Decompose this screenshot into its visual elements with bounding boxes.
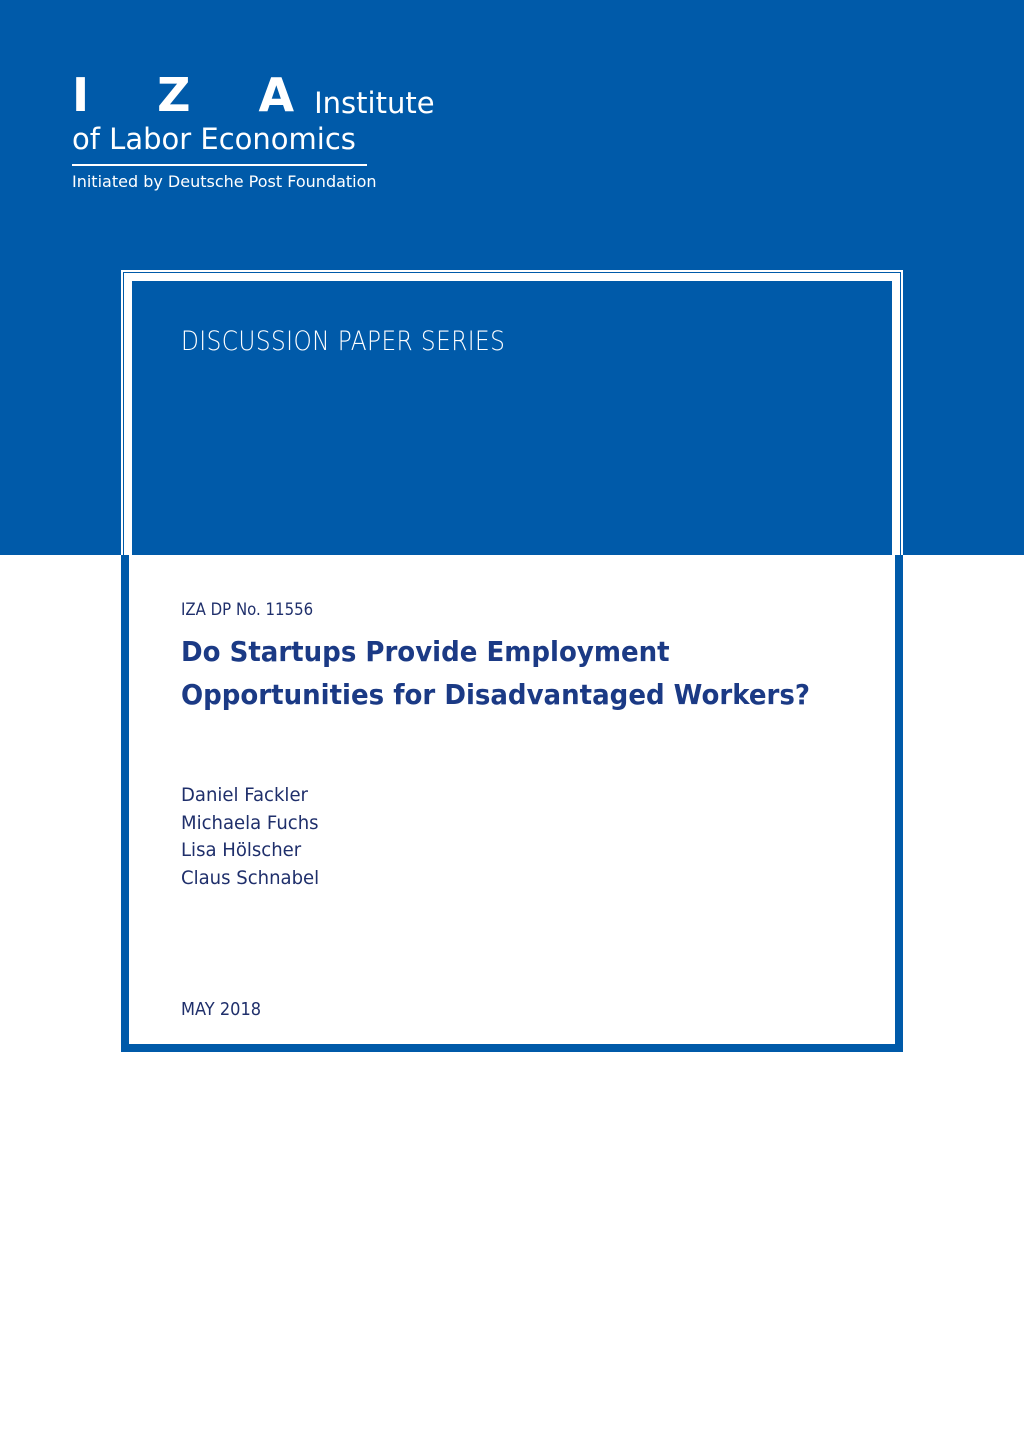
series-title: DISCUSSION PAPER SERIES [181, 326, 506, 357]
paper-title-line: Do Startups Provide Employment [181, 635, 670, 668]
paper-title [181, 630, 832, 716]
iza-logo [72, 68, 435, 193]
logo-acronym: I Z A [72, 68, 321, 122]
author-name: Claus Schnabel [181, 866, 320, 889]
author-name: Michaela Fuchs [181, 811, 319, 834]
author-name: Daniel Fackler [181, 784, 308, 806]
logo-line1: Institute [314, 86, 435, 120]
paper-number: IZA DP No. 11556 [181, 600, 314, 620]
logo-line2: of Labor Economics [72, 122, 367, 166]
author-list [181, 782, 319, 892]
author-name: Lisa Hölscher [181, 839, 302, 861]
logo-tagline: Initiated by Deutsche Post Foundation [72, 172, 377, 191]
publication-date: MAY 2018 [181, 999, 262, 1020]
paper-title-line: Opportunities for Disadvantaged Workers? [181, 678, 810, 711]
